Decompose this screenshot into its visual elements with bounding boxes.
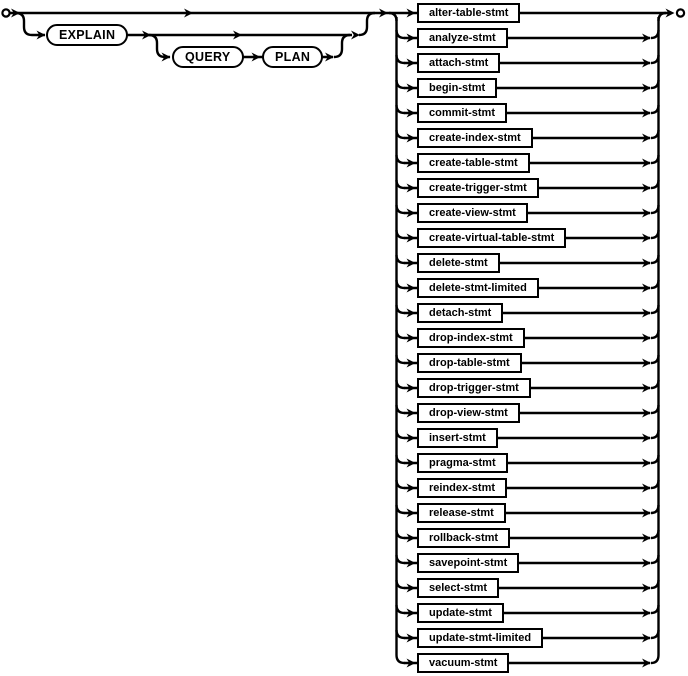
nonterminal-delete-stmt-limited: delete-stmt-limited [417, 278, 539, 298]
branch-rail [397, 255, 405, 263]
nonterminal-drop-view-stmt: drop-view-stmt [417, 403, 520, 423]
branch-rail [397, 430, 405, 438]
branch-rail [397, 655, 405, 663]
nonterminal-create-trigger-stmt: create-trigger-stmt [417, 178, 539, 198]
branch-rail [651, 55, 659, 63]
nonterminal-detach-stmt: detach-stmt [417, 303, 503, 323]
nonterminal-attach-stmt: attach-stmt [417, 53, 500, 73]
explain-merge-curve [359, 13, 375, 35]
nonterminal-pragma-stmt: pragma-stmt [417, 453, 508, 473]
branch-rail [397, 380, 405, 388]
end-terminal-icon [677, 9, 684, 16]
branch-rail [651, 80, 659, 88]
branch-rail [651, 280, 659, 288]
branch-rail [651, 605, 659, 613]
branch-rail [397, 480, 405, 488]
branch-rail [397, 605, 405, 613]
branch-rail [397, 30, 405, 38]
explain-branch-rail [16, 13, 45, 35]
branch-rail [397, 180, 405, 188]
right-arrowhead-icon [351, 31, 360, 40]
merge-top-curve [659, 13, 667, 21]
branch-rail [397, 330, 405, 338]
nonterminal-create-index-stmt: create-index-stmt [417, 128, 533, 148]
branch-rail [651, 380, 659, 388]
branch-rail [651, 430, 659, 438]
nonterminal-savepoint-stmt: savepoint-stmt [417, 553, 519, 573]
nonterminal-create-virtual-table-stmt: create-virtual-table-stmt [417, 228, 566, 248]
branch-rail [397, 505, 405, 513]
branch-rail [651, 405, 659, 413]
branch-rail [651, 655, 659, 663]
nonterminal-alter-table-stmt: alter-table-stmt [417, 3, 520, 23]
nonterminal-begin-stmt: begin-stmt [417, 78, 497, 98]
branch-rail [397, 105, 405, 113]
branch-rail [397, 455, 405, 463]
nonterminal-create-table-stmt: create-table-stmt [417, 153, 530, 173]
branch-rail [651, 530, 659, 538]
branch-rail [651, 105, 659, 113]
branch-rail [397, 555, 405, 563]
terminal-plan: PLAN [262, 46, 323, 68]
start-terminal-icon [2, 9, 9, 16]
branch-rail [651, 230, 659, 238]
branch-rail [651, 30, 659, 38]
branch-rail [397, 280, 405, 288]
nonterminal-drop-trigger-stmt: drop-trigger-stmt [417, 378, 531, 398]
rail-static-lines [2, 9, 684, 655]
branch-rail [397, 55, 405, 63]
branch-rail [397, 230, 405, 238]
branch-rail [397, 130, 405, 138]
nonterminal-reindex-stmt: reindex-stmt [417, 478, 507, 498]
branch-rail [651, 580, 659, 588]
branch-rail [651, 505, 659, 513]
query-branch-rail [149, 35, 170, 57]
nonterminal-commit-stmt: commit-stmt [417, 103, 507, 123]
nonterminal-select-stmt: select-stmt [417, 578, 499, 598]
nonterminal-analyze-stmt: analyze-stmt [417, 28, 508, 48]
branch-rail [651, 180, 659, 188]
nonterminal-update-stmt: update-stmt [417, 603, 504, 623]
branch-rail [397, 405, 405, 413]
plan-merge-curve [334, 35, 350, 57]
nonterminal-vacuum-stmt: vacuum-stmt [417, 653, 509, 673]
nonterminal-drop-index-stmt: drop-index-stmt [417, 328, 525, 348]
nonterminal-release-stmt: release-stmt [417, 503, 506, 523]
branch-rail [651, 205, 659, 213]
branch-rail [651, 130, 659, 138]
branch-rail [397, 580, 405, 588]
terminal-query: QUERY [172, 46, 244, 68]
branch-rail [651, 155, 659, 163]
branch-rail [397, 80, 405, 88]
branch-rail [651, 330, 659, 338]
branch-rail [651, 255, 659, 263]
branch-rail [651, 355, 659, 363]
nonterminal-create-view-stmt: create-view-stmt [417, 203, 528, 223]
branch-rail [651, 305, 659, 313]
branch-rail [397, 155, 405, 163]
terminal-explain: EXPLAIN [46, 24, 128, 46]
branch-rail [397, 305, 405, 313]
nonterminal-rollback-stmt: rollback-stmt [417, 528, 510, 548]
branch-rail [397, 530, 405, 538]
branch-rail [397, 630, 405, 638]
branch-rail [397, 205, 405, 213]
nonterminal-update-stmt-limited: update-stmt-limited [417, 628, 543, 648]
branch-rail [651, 630, 659, 638]
branch-rail [651, 480, 659, 488]
nonterminal-insert-stmt: insert-stmt [417, 428, 498, 448]
branch-rail [651, 555, 659, 563]
nonterminal-drop-table-stmt: drop-table-stmt [417, 353, 522, 373]
nonterminal-delete-stmt: delete-stmt [417, 253, 500, 273]
branch-rail [397, 355, 405, 363]
branch-rail [651, 455, 659, 463]
